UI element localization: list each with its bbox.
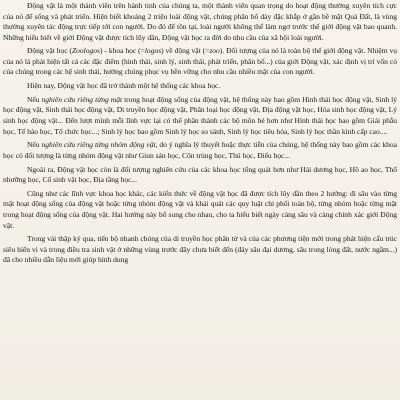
- italic-term: nghiên cứu riêng từng nhóm động vật: [41, 140, 156, 150]
- page-bottom-edge: [0, 394, 400, 400]
- text-run: Nếu: [27, 140, 42, 150]
- text-run: ) - khoa học (=: [99, 46, 145, 56]
- text-run: Cũng như các lĩnh vực khoa học khác, các kiến thức về động vật học đã được tích lũy dần theo 2 hướng: đi sâu vào từng mặt hoạt động sống của động vật hoặc từng nhóm động vật và khái quát các quy luật chi phối toàn bộ, từng nhóm hoặc từng mặt trong hoạt động sống của động vật. Hai hướng này bổ sung cho nhau, cho ta hiểu biết ngày càng sâu và càng chính xác giới Động vật.: [3, 188, 397, 230]
- italic-term: logos: [144, 46, 162, 56]
- italic-term: Zoologos: [72, 46, 100, 56]
- paragraph-p8: [3, 234, 397, 266]
- text-run: Động vật học (: [27, 46, 72, 56]
- text-run: Trong vài thập kỷ qua, tiến bộ nhanh chóng của di truyền học phân tử và của các phương tiện mới trong phát hiện cấu trúc siêu hiển vi và trong điều tra sinh vật ở những vùng trước đây chưa biết đến (đáy sâu đại dương, sâu trong lòng đất, nước ngầm...) đã cho nhiều dẫn liệu mới giúp hình dung: [3, 234, 397, 265]
- text-run: ) về động vật (=: [161, 46, 210, 56]
- text-run: Ngoài ra, Động vật học còn là đối tượng nghiên cứu của các khoa học tổng quát hơn như Hải dương học, Hồ ao học, Thổ nhưỡng học, Cổ sinh vật học, Địa tầng học...: [3, 164, 397, 185]
- paragraph-p3: [3, 81, 397, 92]
- paragraph-p4: [3, 95, 397, 137]
- paragraph-p5: [3, 140, 397, 161]
- paragraph-p6: [3, 165, 397, 186]
- text-run: Nếu: [27, 94, 42, 104]
- text-run: ). Đối tượng của nó là toàn bộ thế giới động vật. Nhiệm vụ của nó là phát hiện tất cả các đặc điểm (hình thái, sinh lý, sinh thái, phát triển, phân bố...) của giới Động vật, xác định vị trí vốn có của chúng trong các hệ sinh thái, hướng chúng phục vụ bền vững cho nhu cầu nhiều mặt của con người.: [3, 46, 398, 77]
- italic-term: zoo: [209, 46, 220, 56]
- text-run: Hiện nay, Động vật học đã trở thành một hệ thống các khoa học.: [27, 81, 221, 91]
- italic-term: nghiên cứu riêng từng mặt: [41, 94, 123, 104]
- text-run: trong hoạt động sống của động vật, hệ thống này bao gồm Hình thái học động vật, Sinh lý học động vật, Sinh thái học động vật, Di truyền học động vật, Phân loại học động vật, Địa động vật học, Hóa sinh học động vật, Lý sinh học động vật... Đến lượt mình mỗi lĩnh vực lại có thể phân thành các bộ môn bé hơn như Hình thái học bao gồm Giải phẫu học, Tế bào học, Tổ chức học...; Sinh lý học bao gồm Sinh lý học so sánh, Sinh lý học tiêu hóa, Sinh lý học thần kinh cấp cao....: [3, 94, 397, 136]
- paragraph-p7: [3, 189, 397, 231]
- text-run: , do ý nghĩa lý thuyết hoặc thực tiễn của chúng, hệ thống này bao gồm các khoa học có đối tượng là từng nhóm động vật như Giun sán học, Côn trùng học, Thú học, Điểu học...: [3, 140, 397, 160]
- text-run: Động vật là một thành viên trên hành tinh của chúng ta, một thành viên quan trọng do hoạt động thường xuyên tích cực của nó để sống và phát triển. Hiện biết khoảng 2 triệu loài động vật, chúng phân bố dày đặc khắp ở gần bề mặt Quả Đất, là vùng thường xuyên tác động trực tiếp tới con người. Do đó để tồn tại, loài người không thể làm ngơ trước thế giới động vật bao quanh. Những hiểu biết về giới Động vật được tích lũy dần, Động vật học ra đời do nhu cầu của xã hội loài người.: [3, 1, 397, 42]
- paragraph-p2: [3, 46, 397, 78]
- paragraph-p1: [3, 1, 397, 43]
